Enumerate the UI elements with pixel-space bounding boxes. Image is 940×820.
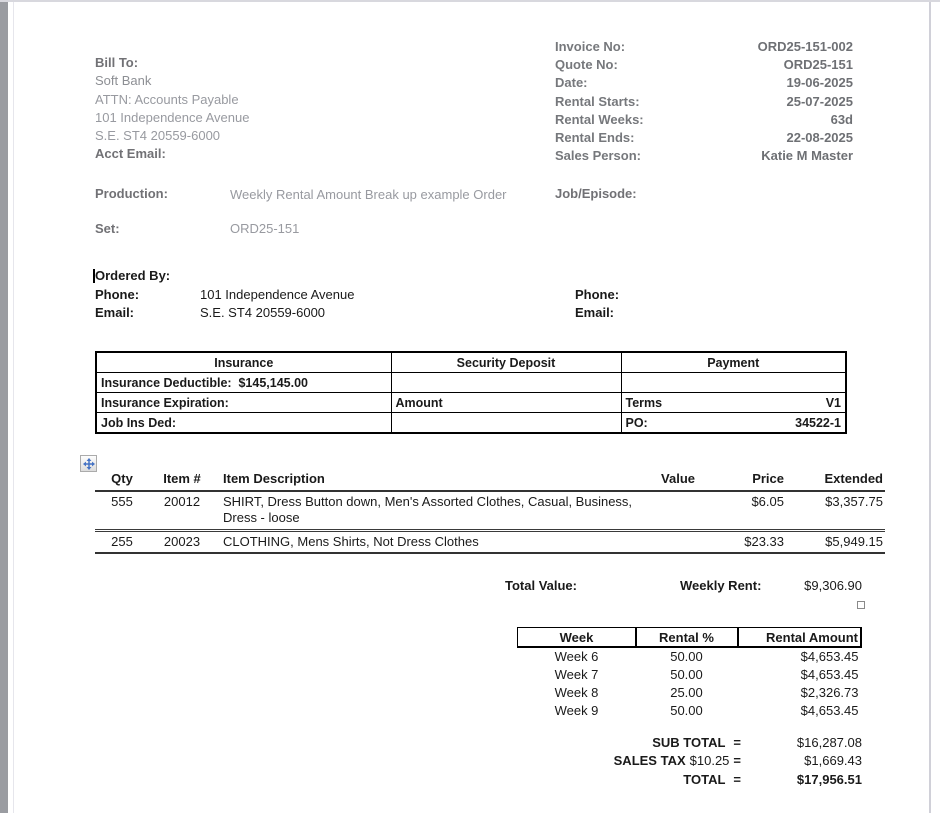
items-header-row (95, 469, 885, 491)
insurance-deductible-cell (96, 373, 391, 393)
item-extended: $5,949.15 (786, 530, 885, 553)
invoice-meta-row (555, 56, 853, 74)
empty-cell (621, 373, 846, 393)
invoice-meta-row (555, 129, 853, 147)
empty-cell (391, 413, 621, 434)
weekly-rent-label: Weekly Rent: (680, 578, 762, 593)
terms-label: Terms (625, 395, 663, 410)
item-row (95, 491, 885, 531)
terms-value: V1 (825, 395, 841, 410)
page-left-edge (13, 2, 14, 813)
total-label: TOTAL (683, 771, 726, 787)
insurance-expiration-cell (96, 393, 391, 413)
invoice-meta-row (555, 93, 853, 111)
extended-header: Extended (786, 469, 885, 491)
qty-header: Qty (95, 469, 149, 491)
insurance-header: Insurance (96, 352, 391, 373)
price-header: Price (697, 469, 786, 491)
rental-weeks-value: 63d (830, 111, 853, 127)
rental-pct-cell: 50.00 (670, 648, 703, 664)
empty-cell (391, 373, 621, 393)
rental-amount-cell: $4,653.45 (800, 648, 859, 664)
rental-amount-cell: $4,653.45 (800, 666, 859, 682)
equals-sign: = (733, 771, 741, 787)
page-top-border (0, 0, 940, 2)
set-value: ORD25-151 (230, 221, 300, 236)
rental-starts-label: Rental Starts: (555, 93, 640, 109)
invoice-meta-row (555, 74, 853, 92)
insurance-payment-table (95, 351, 847, 434)
item-number-header: Item # (149, 469, 215, 491)
weekly-header-row (518, 628, 861, 647)
insurance-deductible-value: $145,145.00 (238, 375, 308, 390)
production-value: Weekly Rental Amount Break up example Order (230, 187, 507, 202)
item-price: $23.33 (697, 530, 786, 553)
job-ins-ded-cell (96, 413, 391, 434)
total-value: $17,956.51 (796, 771, 862, 787)
value-header: Value (653, 469, 697, 491)
subtotal-row (480, 734, 862, 752)
terms-cell (621, 393, 846, 413)
item-value (653, 491, 697, 531)
item-description: SHIRT, Dress Button down, Men's Assorted Clothes, Casual, Business, Dress - loose (215, 491, 653, 531)
item-qty: 555 (95, 491, 149, 531)
item-number: 20023 (149, 530, 215, 553)
phone-label: Phone: (95, 286, 140, 302)
item-number: 20012 (149, 491, 215, 531)
week-cell: Week 6 (554, 648, 599, 664)
item-price: $6.05 (697, 491, 786, 531)
security-deposit-header: Security Deposit (391, 352, 621, 373)
equals-sign: = (733, 753, 741, 769)
rental-amount-cell: $2,326.73 (800, 684, 859, 700)
item-extended: $3,357.75 (786, 491, 885, 531)
weekly-rental-table (517, 627, 861, 720)
week-cell: Week 7 (554, 666, 599, 682)
subtotal-value: $16,287.08 (796, 735, 862, 750)
rental-ends-value: 22-08-2025 (786, 129, 853, 145)
item-value (653, 530, 697, 553)
amount-cell (391, 393, 621, 413)
quote-no-label: Quote No: (555, 57, 618, 73)
week-cell: Week 8 (554, 684, 599, 700)
job-episode-label: Job/Episode: (555, 186, 637, 201)
amount-label: Amount (395, 395, 443, 410)
total-value-label: Total Value: (505, 578, 577, 593)
rental-ends-label: Rental Ends: (555, 129, 635, 145)
rental-amount-header: Rental Amount (738, 628, 861, 647)
ordered-by-block (95, 267, 354, 323)
invoice-meta-row (555, 147, 853, 165)
sales-tax-label: SALES TAX (613, 753, 686, 769)
rental-pct-cell: 50.00 (670, 703, 703, 719)
production-label: Production: (95, 186, 168, 201)
phone-value: 101 Independence Avenue (200, 286, 355, 302)
sales-tax-row (480, 752, 862, 770)
bill-to-company: Soft Bank (95, 73, 152, 89)
bill-to-attn: ATTN: Accounts Payable (95, 91, 239, 107)
sales-tax-value: $1,669.43 (804, 753, 862, 769)
rental-starts-value: 25-07-2025 (786, 93, 853, 109)
item-row (95, 530, 885, 553)
insurance-expiration-label: Insurance Expiration: (101, 395, 229, 410)
email2-label: Email: (575, 305, 615, 321)
bill-to-label: Bill To: (95, 55, 139, 70)
po-cell (621, 413, 846, 434)
table-resize-handle[interactable] (857, 601, 865, 609)
subtotal-label: SUB TOTAL (652, 735, 726, 750)
invoice-no-label: Invoice No: (555, 39, 626, 54)
ordered-by-label: Ordered By: (95, 268, 171, 283)
rental-pct-cell: 25.00 (670, 684, 703, 700)
rental-pct-cell: 50.00 (670, 666, 703, 682)
weekly-rent-value: $9,306.90 (804, 578, 862, 593)
phone2-label: Phone: (575, 286, 620, 302)
weekly-row (518, 665, 861, 683)
set-label: Set: (95, 221, 120, 236)
secondary-contact-block (575, 286, 619, 323)
payment-header: Payment (621, 352, 846, 373)
sales-person-label: Sales Person: (555, 148, 641, 164)
sales-person-value: Katie M Master (761, 148, 853, 164)
po-label: PO: (625, 415, 648, 430)
rental-weeks-label: Rental Weeks: (555, 111, 644, 127)
page-right-edge (929, 2, 931, 813)
rental-pct-header: Rental % (636, 628, 738, 647)
item-description: CLOTHING, Mens Shirts, Not Dress Clothes (215, 530, 653, 553)
email-label: Email: (95, 305, 135, 321)
item-qty: 255 (95, 530, 149, 553)
week-header: Week (518, 628, 636, 647)
weekly-row (518, 647, 861, 666)
sales-tax-rate: $10.25 (689, 753, 730, 769)
weekly-row (518, 702, 861, 720)
invoice-meta-row (555, 111, 853, 129)
line-items-table (95, 469, 885, 554)
page-left-margin-strip (0, 2, 8, 813)
date-value: 19-06-2025 (786, 75, 853, 91)
po-value: 34522-1 (795, 415, 841, 430)
job-ins-ded-label: Job Ins Ded: (101, 415, 177, 430)
totals-block (480, 734, 862, 789)
quote-no-value: ORD25-151 (783, 57, 853, 73)
acct-email-label: Acct Email: (95, 146, 166, 162)
date-label: Date: (555, 75, 588, 91)
invoice-meta-block (555, 38, 853, 165)
bill-to-block (95, 54, 249, 164)
invoice-no-value: ORD25-151-002 (757, 39, 853, 54)
bill-to-address2: S.E. ST4 20559-6000 (95, 128, 221, 144)
total-row (480, 771, 862, 789)
invoice-meta-row (555, 38, 853, 56)
item-description-header: Item Description (215, 469, 653, 491)
weekly-row (518, 683, 861, 701)
move-arrows-icon (83, 458, 95, 470)
week-cell: Week 9 (554, 703, 599, 719)
email-value: S.E. ST4 20559-6000 (200, 305, 326, 321)
rental-amount-cell: $4,653.45 (800, 703, 859, 719)
bill-to-address1: 101 Independence Avenue (95, 109, 250, 125)
equals-sign: = (733, 735, 741, 750)
insurance-deductible-label: Insurance Deductible: (101, 375, 232, 390)
